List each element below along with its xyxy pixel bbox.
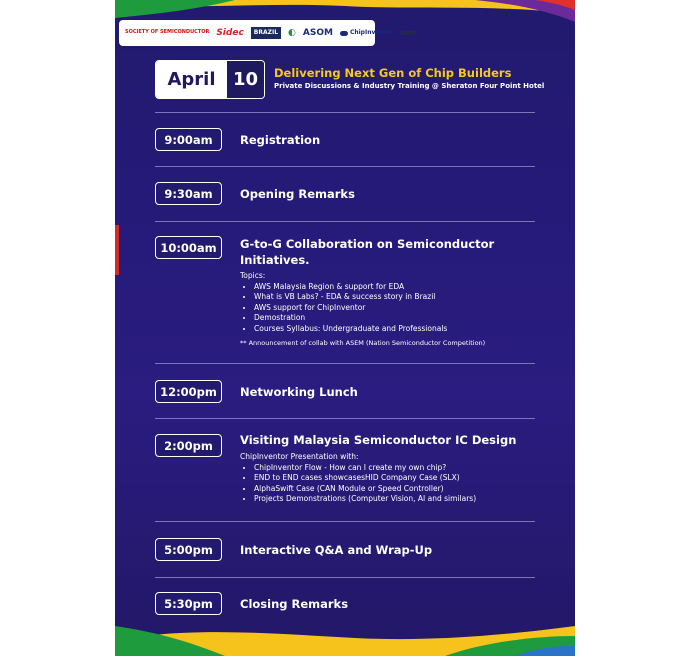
- session-title: Networking Lunch: [240, 385, 358, 399]
- date-month: April: [156, 61, 227, 98]
- divider: [155, 363, 535, 364]
- list-item: • What is VB Labs? - EDA & success story in Brazil: [254, 292, 485, 303]
- time-badge: 2:00pm: [155, 434, 222, 457]
- list-item: • ChipInventor Flow - How can I create my own chip?: [254, 463, 476, 474]
- time-badge: 12:00pm: [155, 380, 222, 403]
- divider: [155, 166, 535, 167]
- session-title: Interactive Q&A and Wrap-Up: [240, 543, 433, 557]
- list-item: • END to END cases showcasesHID Company Case (SLX): [254, 473, 476, 484]
- session-details: [240, 271, 485, 349]
- agenda-poster: [115, 0, 575, 656]
- asom-logo: ASOM: [302, 27, 333, 38]
- session-title: Visiting Malaysia Semiconductor IC Design: [240, 433, 517, 447]
- divider: [155, 112, 535, 113]
- list-item: • Projects Demonstrations (Computer Vision, AI and similars): [254, 494, 476, 505]
- time-badge: 9:30am: [155, 182, 222, 205]
- presentation-intro: ChipInventor Presentation with:: [240, 452, 359, 461]
- chipinventor-logo: ChipInventor: [340, 30, 394, 36]
- time-badge: 5:00pm: [155, 538, 222, 561]
- topics-list: [240, 282, 485, 335]
- divider: [155, 521, 535, 522]
- time-badge: 5:30pm: [155, 592, 222, 615]
- sidec-logo: Sidec: [216, 27, 244, 38]
- date-badge: [155, 60, 265, 99]
- bottom-wave-decoration: [115, 596, 575, 656]
- session-title: G-to-G Collaboration on Semiconductor Initiatives.: [240, 237, 495, 267]
- announcement-note: ** Announcement of collab with ASEM (Nation Semiconductor Competition): [240, 339, 486, 347]
- time-badge: 10:00am: [155, 236, 222, 259]
- list-item: • AWS Malaysia Region & support for EDA: [254, 282, 485, 293]
- sponsor-logo-strip: [119, 20, 417, 46]
- session-title: Opening Remarks: [240, 187, 355, 201]
- session-details: [240, 452, 476, 505]
- date-day: 10: [227, 61, 264, 98]
- society-logo: SOCIETY OF SEMICONDUCTOR: [125, 29, 210, 36]
- list-item: • Courses Syllabus: Undergraduate and Professionals: [254, 324, 485, 335]
- divider: [155, 577, 535, 578]
- event-subheadline: Private Discussions & Industry Training @ Sheraton Four Point Hotel: [274, 82, 545, 90]
- time-badge: 9:00am: [155, 128, 222, 151]
- session-title: Closing Remarks: [240, 597, 349, 611]
- topics-label: Topics:: [240, 271, 266, 280]
- cloud-icon: [340, 31, 348, 36]
- list-item: • AlphaSwift Case (CAN Module or Speed Controller): [254, 484, 476, 495]
- list-item: • AWS support for ChipInventor: [254, 303, 485, 314]
- green-emblem-logo: ◐: [288, 27, 296, 38]
- aws-logo: aws: [400, 28, 417, 37]
- side-accent: [115, 225, 119, 275]
- presentation-list: [240, 463, 476, 505]
- divider: [155, 418, 535, 419]
- brazil-logo: BRAZIL: [251, 27, 281, 39]
- event-headline: Delivering Next Gen of Chip Builders: [274, 66, 512, 80]
- session-title: Registration: [240, 133, 321, 147]
- list-item: • Demostration: [254, 313, 485, 324]
- divider: [155, 221, 535, 222]
